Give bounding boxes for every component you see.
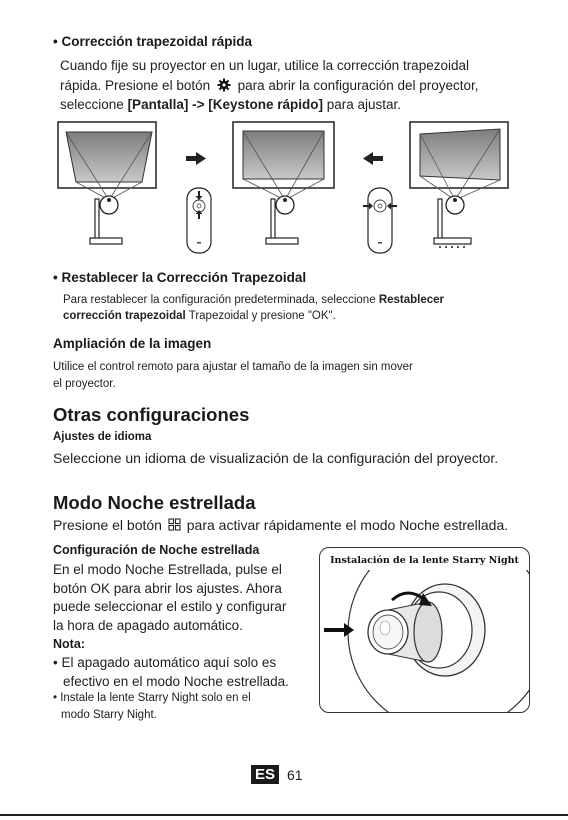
keystone-quick-heading: • Corrección trapezoidal rápida (53, 34, 253, 49)
arrow-left-icon (363, 152, 383, 165)
keystone-reset-text (63, 292, 533, 324)
arrow-right-icon (186, 152, 206, 165)
starry-intro-a: Presione el botón (53, 517, 162, 533)
projector-right (434, 196, 471, 248)
keystone-quick-menu-path: [Pantalla] -> [Keystone rápido] (127, 97, 323, 112)
keystone-quick-text (60, 56, 540, 115)
starry-config-line: la hora de apagado automático. (53, 617, 243, 633)
zoom-heading: Ampliación de la imagen (53, 336, 212, 351)
keystone-quick-line-3a: seleccione (60, 97, 124, 112)
note-2-line: • Instale la lente Starry Night solo en el (53, 692, 251, 704)
starry-config-line: En el modo Noche Estrellada, pulse el (53, 562, 282, 577)
lens-install-box (319, 547, 530, 713)
lens-install-illustration (320, 570, 529, 712)
zoom-text (53, 359, 523, 393)
keystone-quick-line-2 (60, 76, 540, 96)
grid-icon (168, 518, 181, 531)
bottom-divider (0, 814, 568, 816)
page-number: 61 (287, 766, 303, 783)
keystone-reset-line-2b: Trapezoidal y presione "OK". (188, 310, 336, 322)
keystone-reset-heading: • Restablecer la Corrección Trapezoidal (53, 270, 307, 285)
language-text: Seleccione un idioma de visualización de la configuración del proyector. (53, 450, 499, 466)
starry-config-line: botón OK para abrir los ajustes. Ahora (53, 580, 282, 596)
note-1-line: • El apagado automático aquí solo es (53, 655, 277, 670)
starry-heading: Modo Noche estrellada (53, 492, 256, 513)
starry-config-text (53, 561, 313, 635)
lens-install-title: Instalación de la lente Starry Night (330, 555, 519, 566)
note-1-line: efectivo en el modo Noche estrellada. (63, 673, 289, 689)
keystone-reset-bold-1: Restablecer (378, 294, 445, 306)
zoom-line-1: Utilice el control remoto para ajustar el tamaño de la imagen sin mover (53, 361, 413, 373)
keystone-quick-line-2b: para abrir la configuración del proyector, (237, 77, 479, 93)
language-heading: Ajustes de idioma (53, 431, 152, 443)
remote-control-right (363, 188, 397, 253)
note-2 (53, 690, 315, 723)
zoom-line-2: el proyector. (53, 378, 116, 390)
note-1 (53, 654, 315, 691)
screen-corrected-middle (233, 122, 334, 200)
footer (251, 765, 303, 784)
keystone-reset-line-2 (63, 308, 533, 324)
language-badge: ES (251, 765, 279, 784)
screen-distorted-left (58, 122, 156, 200)
keystone-illustration (0, 112, 568, 262)
gear-icon (217, 78, 231, 92)
screen-distorted-right (410, 122, 508, 200)
note-2-line: modo Starry Night. (61, 708, 157, 721)
starry-intro-b: para activar rápidamente el modo Noche estrellada. (186, 517, 509, 533)
keystone-quick-line-1: Cuando fije su proyector en un lugar, utilice la corrección trapezoidal (60, 58, 469, 73)
starry-intro (53, 516, 508, 535)
keystone-quick-line-2a: rápida. Presione el botón (60, 77, 211, 93)
note-heading: Nota: (53, 637, 85, 651)
keystone-quick-line-3b: para ajustar. (326, 97, 402, 112)
projector-left (90, 196, 122, 244)
keystone-reset-line-1 (63, 292, 533, 308)
remote-control-left (187, 188, 211, 253)
starry-config-line: puede seleccionar el estilo y configurar (53, 599, 287, 614)
keystone-reset-bold-2: corrección trapezoidal (63, 310, 186, 322)
starry-config-heading: Configuración de Noche estrellada (53, 543, 260, 557)
keystone-reset-line-1a: Para restablecer la configuración predeterminada, seleccione (63, 294, 376, 306)
other-settings-heading: Otras configuraciones (53, 404, 250, 425)
projector-middle (266, 196, 298, 244)
